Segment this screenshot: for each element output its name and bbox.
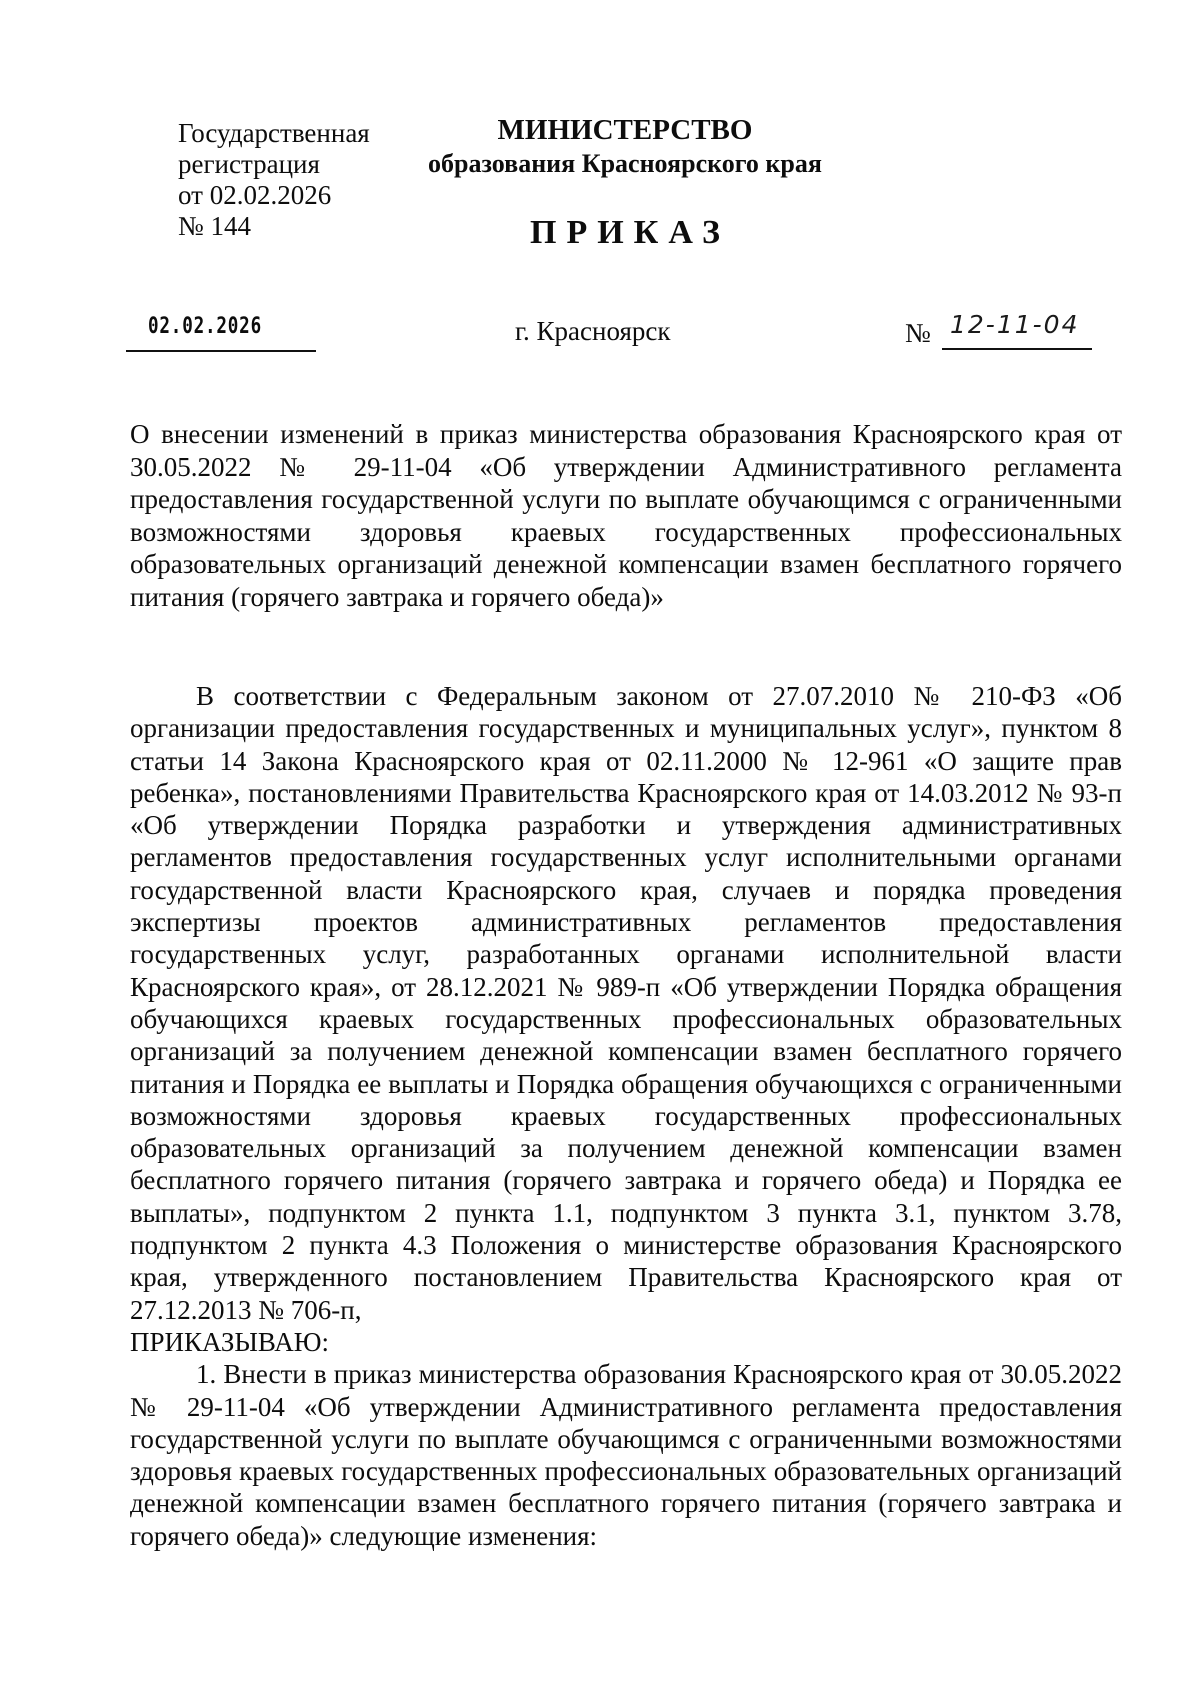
order-body (130, 680, 1122, 1552)
city: г. Красноярск (515, 316, 671, 346)
order-item-1: 1. Внести в приказ министерства образования Красноярского края от 30.05.2022 № 29-11-04 «Об утверждении Административного регламента предоставления государственной услуги по выплате обучающимся с ограниченными возможностями здоровья краевых государственных профессиональных образовательных организаций денежной компенсации взамен бесплатного горячего питания (горячего завтрака и горячего обеда)» следующие изменения: (130, 1359, 1122, 1551)
preamble-paragraph: В соответствии с Федеральным законом от 27.07.2010 № 210-ФЗ «Об организации предоставления государственных и муниципальных услуг», пунктом 8 статьи 14 Закона Красноярского края от 02.11.2000 № 12-961 «О защите прав ребенка», постановлениями Правительства Красноярского края от 14.03.2012 № 93-п «Об утверждении Порядка разработки и утверждения административных регламентов предоставления государственных услуг исполнительными органами государственной власти Красноярского края, случаев и порядка проведения экспертизы проектов административных регламентов предоставления государственных услуг, разработанных органами исполнительной власти Красноярского края», от 28.12.2021 № 989-п «Об утверждении Порядка обращения обучающихся краевых государственных профессиональных образовательных организаций за получением денежной компенсации взамен бесплатного горячего питания и Порядка ее выплаты и Порядка обращения обучающихся с ограниченными возможностями здоровья краевых государственных профессиональных образовательных организаций за получением денежной компенсации взамен бесплатного горячего питания (горячего завтрака и горячего обеда) и Порядка ее выплаты», подпунктом 2 пункта 1.1, подпунктом 3 пункта 3.1, пунктом 3.78, подпунктом 2 пункта 4.3 Положения о министерстве образования Красноярского края, утвержденного постановлением Правительства Красноярского края от 27.12.2013 № 706-п, (130, 681, 1122, 1325)
document-type: ПРИКАЗ (530, 214, 730, 251)
order-date: 02.02.2026 (148, 314, 262, 339)
ministry-subtitle: образования Красноярского края (428, 149, 822, 178)
registration-line: Государственная (178, 118, 370, 148)
order-date-field (126, 314, 316, 352)
order-word: ПРИКАЗЫВАЮ: (130, 1326, 329, 1357)
order-number-field (942, 310, 1092, 350)
order-number: 12-11-04 (950, 310, 1080, 339)
registration-block (178, 118, 408, 242)
order-number-label: № (905, 318, 931, 348)
ministry-header (405, 112, 845, 252)
registration-line: регистрация (178, 149, 320, 179)
ministry-title: МИНИСТЕРСТВО (497, 114, 753, 146)
registration-date: от 02.02.2026 (178, 180, 332, 210)
order-title: О внесении изменений в приказ министерства образования Красноярского края от 30.05.2022 № 29-11-04 «Об утверждении Административного регламента предоставления государственной услуги по выплате обучающимся с ограниченными возможностями здоровья краевых государственных профессиональных образовательных организаций денежной компенсации взамен бесплатного горячего питания (горячего завтрака и горячего обеда)» (130, 419, 1122, 612)
registration-number: № 144 (178, 211, 252, 241)
